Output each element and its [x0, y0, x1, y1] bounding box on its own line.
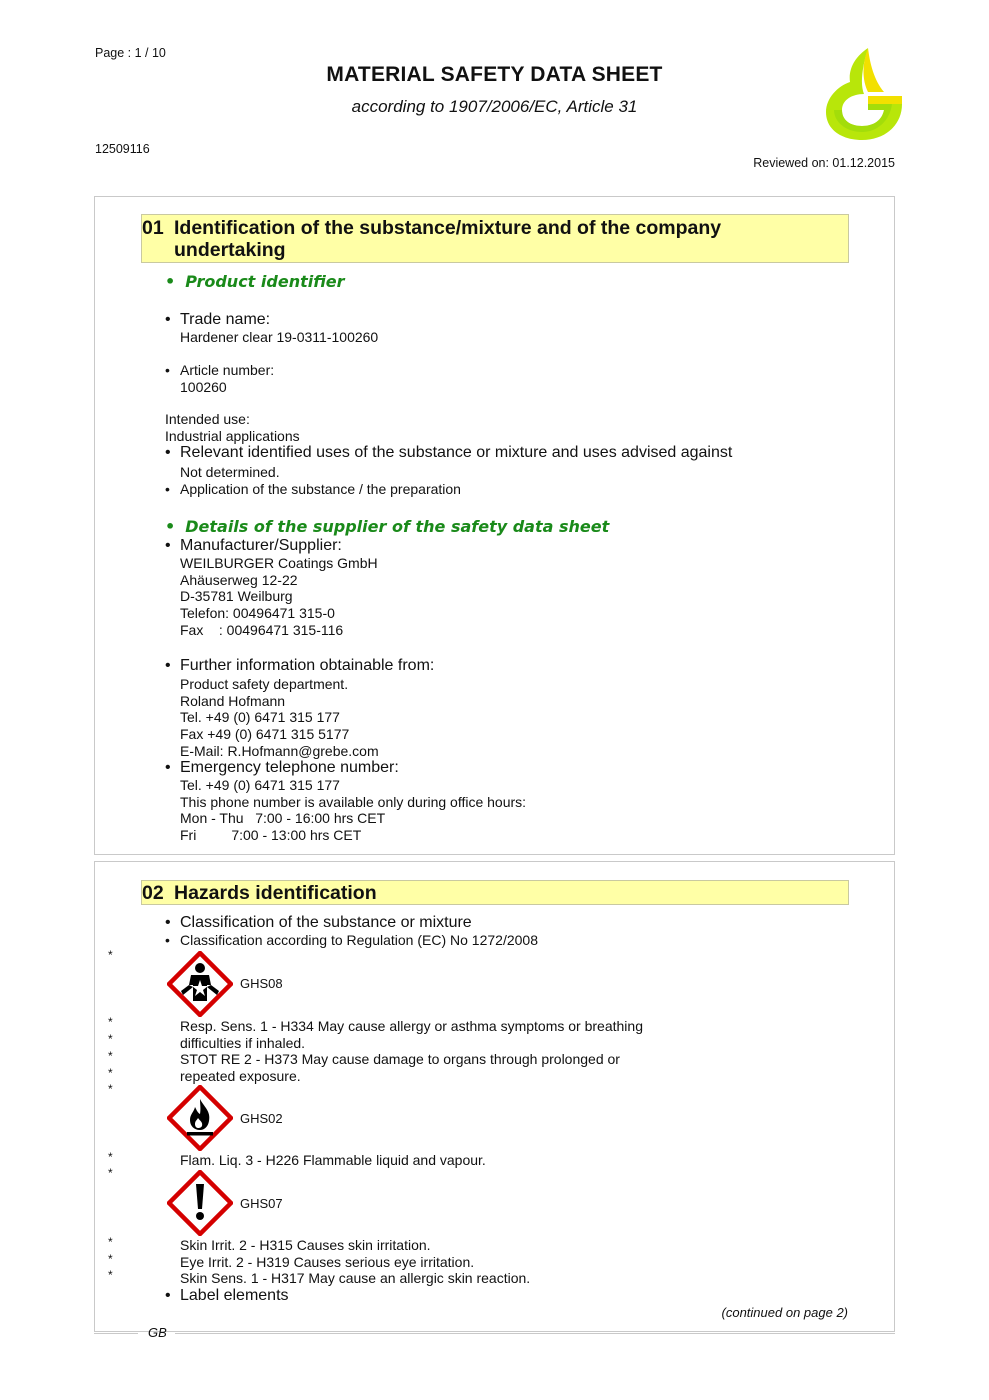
intended-use-label: Intended use:: [165, 411, 250, 427]
contact-email[interactable]: E-Mail: R.Hofmann@grebe.com: [180, 742, 379, 759]
office-hours: This phone number is available only during office hours:: [180, 793, 527, 810]
revision-star: *: [108, 1235, 113, 1249]
ghs08-health-hazard-icon: [167, 951, 233, 1017]
ghs02-flame-icon: [167, 1085, 233, 1151]
page-number: Page : 1 / 10: [95, 46, 166, 60]
trade-name-label: • Trade name:: [180, 311, 270, 329]
department: Product safety department.: [180, 676, 349, 692]
trade-name-value: Hardener clear 19-0311-100260: [180, 329, 379, 345]
footer-divider: [94, 1333, 138, 1334]
contact-fax: Fax +49 (0) 6471 315 5177: [180, 726, 350, 743]
document-subtitle: according to 1907/2006/EC, Article 31: [351, 97, 638, 116]
ghs07-exclamation-icon: [167, 1170, 233, 1236]
grebe-g-logo-icon: [822, 46, 906, 142]
revision-star: *: [108, 1166, 113, 1180]
eye-irrit: Eye Irrit. 2 - H319 Causes serious eye irritation.: [180, 1253, 475, 1270]
document-code: 12509116: [95, 142, 150, 156]
section-title: Identification of the substance/mixture and of the company undertaking: [174, 217, 722, 261]
city: D-35781 Weilburg: [180, 588, 293, 605]
revision-star: *: [108, 1150, 113, 1164]
application-label: • Application of the substance / the preparation: [180, 481, 461, 498]
section-1-heading: [141, 214, 849, 263]
relevant-uses-value: Not determined.: [180, 464, 280, 480]
further-info-contact: [180, 676, 379, 760]
footer-divider: [175, 1333, 895, 1334]
hazard-statements-irritation: [180, 1237, 530, 1287]
subsection-product-identifier: • Product identifier: [165, 272, 345, 291]
revision-star: *: [108, 948, 113, 962]
article-number-label: • Article number:: [180, 362, 274, 379]
manufacturer-label: • Manufacturer/Supplier:: [180, 537, 342, 555]
revision-star: *: [108, 1015, 113, 1029]
section-2-heading: [141, 880, 849, 905]
label-elements-label: • Label elements: [180, 1287, 289, 1305]
flam-liq-statement: Flam. Liq. 3 - H226 Flammable liquid and vapour.: [180, 1152, 486, 1168]
emergency-tel: Tel. +49 (0) 6471 315 177: [180, 777, 340, 793]
supplier-address: [180, 555, 378, 639]
skin-irrit: Skin Irrit. 2 - H315 Causes skin irritation.: [180, 1237, 431, 1253]
emergency-label: • Emergency telephone number:: [180, 759, 399, 777]
article-number-value: 100260: [180, 379, 227, 395]
revision-star: *: [108, 1049, 113, 1063]
contact-tel: Tel. +49 (0) 6471 315 177: [180, 709, 340, 726]
revision-star: *: [108, 1268, 113, 1282]
relevant-uses-label: • Relevant identified uses of the substance or mixture and uses advised against: [180, 444, 732, 462]
resp-sens-line1: Resp. Sens. 1 - H334 May cause allergy or asthma symptoms or breathing: [180, 1018, 643, 1034]
continued-note: (continued on page 2): [721, 1305, 848, 1320]
reviewed-date: Reviewed on: 01.12.2015: [753, 156, 895, 170]
revision-star: *: [108, 1066, 113, 1080]
fax: Fax : 00496471 315-116: [180, 621, 344, 638]
ghs07-label: GHS07: [240, 1196, 283, 1211]
further-info-label: • Further information obtainable from:: [180, 657, 434, 675]
country-code: GB: [148, 1325, 167, 1340]
emergency-details: [180, 777, 526, 844]
skin-sens: Skin Sens. 1 - H317 May cause an allergic skin reaction.: [180, 1270, 531, 1287]
section-number: 02: [142, 882, 164, 904]
stot-line2: repeated exposure.: [180, 1068, 301, 1085]
street: Ahäuserweg 12-22: [180, 571, 298, 588]
revision-star: *: [108, 1032, 113, 1046]
section-number: 01: [142, 217, 164, 239]
telefon: Telefon: 00496471 315-0: [180, 605, 335, 622]
intended-use-value: Industrial applications: [165, 428, 300, 444]
revision-star: *: [108, 1252, 113, 1266]
company-name: WEILBURGER Coatings GmbH: [180, 555, 378, 571]
revision-star: *: [108, 1082, 113, 1096]
classification-label: • Classification of the substance or mixture: [180, 914, 472, 932]
ghs02-label: GHS02: [240, 1111, 283, 1126]
stot-line1: STOT RE 2 - H373 May cause damage to organs through prolonged or: [180, 1051, 620, 1068]
resp-sens-line2: difficulties if inhaled.: [180, 1034, 306, 1051]
contact-name: Roland Hofmann: [180, 692, 286, 709]
hazard-statements-health: [180, 1018, 643, 1085]
section-title: Hazards identification: [174, 882, 377, 904]
hours-mon-thu: Mon - Thu 7:00 - 16:00 hrs CET: [180, 810, 386, 827]
ghs08-label: GHS08: [240, 976, 283, 991]
regulation-label: • Classification according to Regulation (EC) No 1272/2008: [180, 932, 538, 949]
subsection-supplier-details: • Details of the supplier of the safety data sheet: [165, 517, 610, 536]
document-title: MATERIAL SAFETY DATA SHEET: [326, 63, 663, 86]
hours-fri: Fri 7:00 - 13:00 hrs CET: [180, 827, 362, 844]
